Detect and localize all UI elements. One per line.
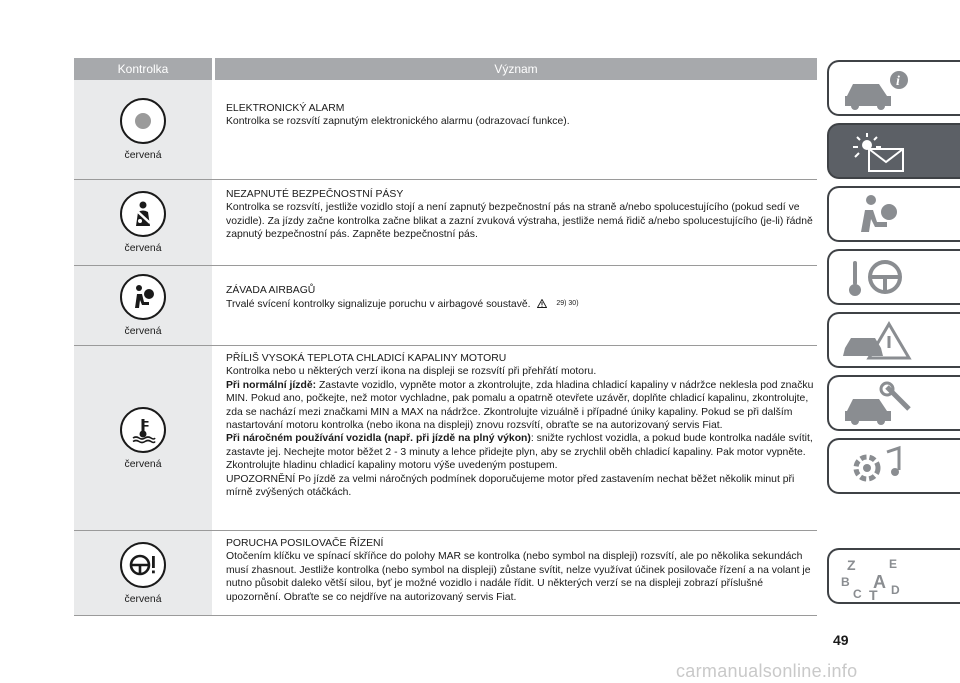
- table-header: [74, 58, 817, 80]
- index-letter: E: [889, 557, 898, 571]
- index-letter: B: [841, 575, 850, 589]
- row-title: ELEKTRONICKÝ ALARM: [226, 103, 345, 114]
- wrench-car-icon: [839, 381, 939, 427]
- index-letter: A: [873, 572, 886, 592]
- warning-light-envelope-icon: [839, 129, 939, 175]
- table-row: [74, 80, 817, 180]
- seat-airbag-icon: [839, 192, 939, 238]
- header-vyznam: Význam: [215, 58, 817, 80]
- row-text: Kontrolka se rozsvítí, jestliže vozidlo stojí a není zapnutý bezpečnostní pás na straně a/nebo spolucestujícího (pokud sedí ve vozidle). Za jízdy začne kontrolka začne blikat a zazní zvuková výstraha, jestliže nemá řidič a/nebo spolucestujícího (je-li) řádně zapnutý bezpečnostní pás. Zapněte bezpečnostní pás.: [226, 202, 813, 241]
- table-row: [74, 346, 817, 531]
- table-row: [74, 266, 817, 346]
- note-references: 29) 30): [556, 300, 579, 308]
- indicator-table: [74, 58, 817, 616]
- row-title: PORUCHA POSILOVAČE ŘÍZENÍ: [226, 538, 384, 549]
- row-title: NEZAPNUTÉ BEZPEČNOSTNÍ PÁSY: [226, 189, 404, 200]
- row-title: PŘÍLIŠ VYSOKÁ TEPLOTA CHLADICÍ KAPALINY MOTORU: [226, 353, 507, 364]
- index-letter: Z: [847, 557, 856, 573]
- row-text: UPOZORNĚNÍ Po jízdě za velmi náročných podmínek doporučujeme motor před zastavením nechat běžet několik minut při mírně zvýšených otáčkách.: [226, 473, 795, 499]
- row-title: ZÁVADA AIRBAGŮ: [226, 285, 316, 296]
- color-label: červená: [124, 458, 162, 470]
- table-row: [74, 531, 817, 616]
- watermark: carmanualsonline.info: [676, 661, 858, 681]
- color-label: červená: [124, 593, 162, 605]
- tab-settings-multimedia[interactable]: [827, 438, 960, 494]
- table-row: [74, 180, 817, 266]
- row-text: Kontrolka nebo u některých verzí ikona na displeji se rozsvítí při přehřátí motoru.: [226, 366, 597, 378]
- tab-start-driving[interactable]: [827, 249, 960, 305]
- index-letter: C: [853, 587, 862, 600]
- row-text: Zastavte vozidlo, vypněte motor a zkontrolujte, zda hladina chladicí kapaliny v nádržce neklesla pod značku MIN. Pokud ano, počkejte, než motor vychladne, pak pomalu a opatrně otevřete uzávěr, doplňte chladicí kapalinu, zkontrolujte, zda se nachází mezi značkami MIN a MAX na nádržce. Zkontrolujte vizuálně i případné úniky kapaliny. Pokud se při dalším nastartování motoru kontrolka (nebo ikona na displeji) znovu rozsvítí, obraťte se na autorizovaný servis Fiat.: [226, 379, 814, 432]
- crash-warning-icon: [839, 318, 939, 364]
- airbag-icon: [120, 274, 166, 320]
- bold-heading: Při normální jízdě:: [226, 379, 317, 391]
- coolant-temperature-icon: [120, 407, 166, 453]
- index-letter: T: [869, 587, 878, 600]
- car-info-icon: [839, 66, 939, 112]
- color-label: červená: [124, 326, 162, 337]
- row-text: Kontrolka se rozsvítí zapnutým elektronického alarmu (odrazovací funkce).: [226, 116, 570, 128]
- bold-heading: Při náročném používání vozidla (např. při jízdě na plný výkon): [226, 433, 531, 445]
- tab-warning-lights[interactable]: [827, 123, 960, 179]
- color-label: červená: [124, 150, 162, 161]
- color-label: červená: [124, 243, 162, 254]
- header-kontrolka: Kontrolka: [74, 58, 212, 80]
- tab-maintenance[interactable]: [827, 375, 960, 431]
- index-letter: D: [891, 583, 900, 597]
- svg-text:i: i: [896, 74, 900, 89]
- tab-car-info[interactable]: [827, 60, 960, 116]
- page-number: 49: [833, 632, 849, 648]
- steering-warning-icon: [120, 542, 166, 588]
- seatbelt-icon: [120, 191, 166, 237]
- row-text: Otočením klíčku ve spínací skříňce do polohy MAR se kontrolka (nebo symbol na displeji) rozsvítí, ale po několika sekundách musí zhasnout. Jestliže kontrolka (nebo symbol na displeji) zůstane svítit, nelze využívat účinek posilovače řízení a na volant je nutno působit daleko větší silou, byť je možné vozidlo i nadále řídit. U některých verzí se na displeji zobrazí příslušné upozornění. Obraťte se co nejdříve na autorizovaný servis Fiat.: [226, 551, 811, 603]
- key-steering-wheel-icon: [839, 255, 939, 301]
- row-text: : snižte rychlost vozidla, a pokud bude kontrolka nadále svítit, zastavte jej. Nechejte motor běžet 2 - 3 minuty a lehce přidejte plyn, aby se zrychlil oběh chladicí kapaliny. Pak motor vypněte. Zkontrolujte hladinu chladicí kapaliny motoru výše uvedeným postupem.: [226, 433, 813, 472]
- tab-emergency[interactable]: [827, 312, 960, 368]
- tab-index[interactable]: [827, 548, 960, 604]
- settings-music-icon: [839, 444, 939, 490]
- warning-triangle-icon: [537, 299, 547, 312]
- grey-circle-icon: [120, 98, 166, 144]
- row-text: Trvalé svícení kontrolky signalizuje poruchu v airbagové soustavě.: [226, 299, 531, 311]
- alphabet-index-icon: [839, 554, 939, 600]
- tab-seat-airbag[interactable]: [827, 186, 960, 242]
